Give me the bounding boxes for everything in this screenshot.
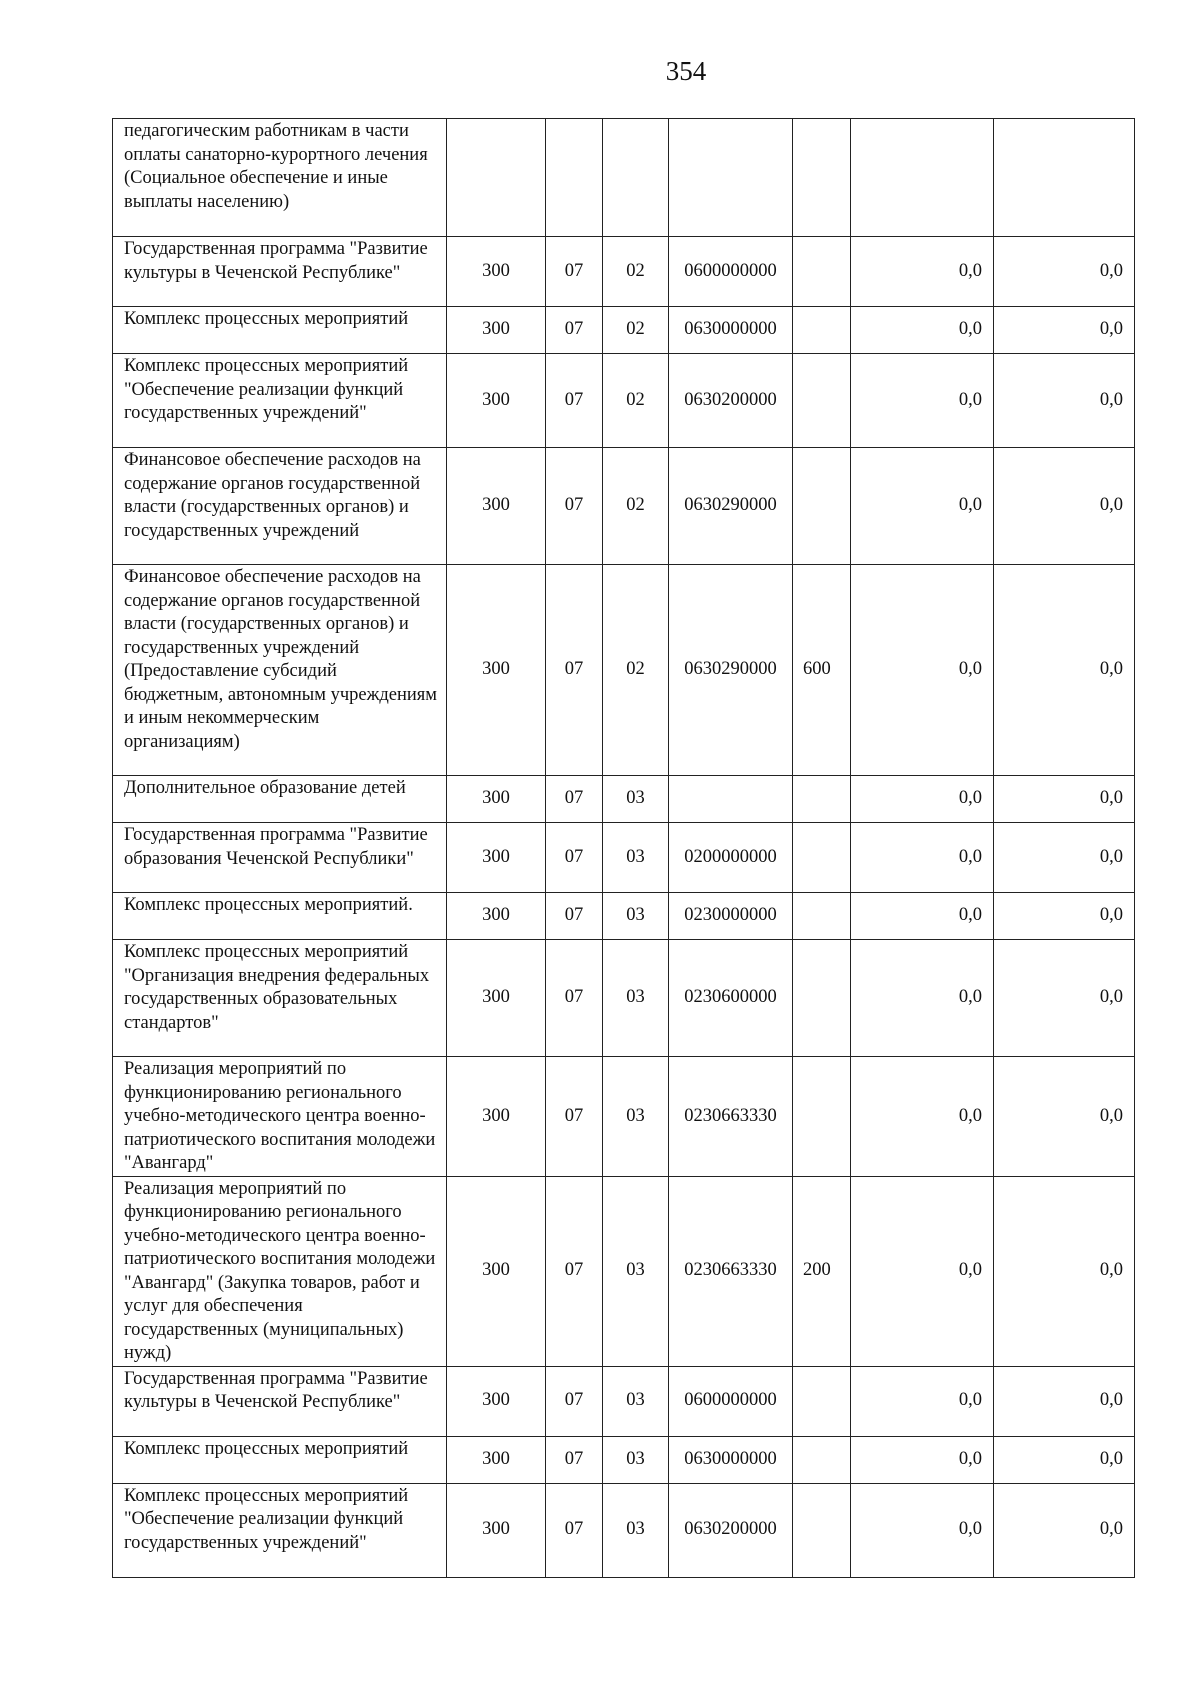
cell-section: 07 — [546, 940, 603, 1057]
cell-amount-1: 0,0 — [851, 1436, 994, 1483]
cell-target-article: 0230000000 — [669, 893, 793, 940]
cell-amount-2: 0,0 — [994, 1057, 1135, 1177]
cell-grbs: 300 — [447, 893, 546, 940]
cell-amount-2: 0,0 — [994, 448, 1135, 565]
cell-expense-type — [793, 1483, 851, 1577]
cell-amount-1: 0,0 — [851, 1176, 994, 1366]
cell-name: Комплекс процессных мероприятий — [113, 307, 447, 354]
cell-expense-type — [793, 119, 851, 237]
cell-subsection — [603, 119, 669, 237]
table-row — [113, 1057, 1135, 1177]
cell-grbs: 300 — [447, 1483, 546, 1577]
table-row — [113, 307, 1135, 354]
cell-grbs: 300 — [447, 354, 546, 448]
cell-amount-2: 0,0 — [994, 776, 1135, 823]
cell-expense-type — [793, 1057, 851, 1177]
cell-name: Финансовое обеспечение расходов на содержание органов государственной власти (государственных органов) и государственных учреждений — [113, 448, 447, 565]
cell-target-article: 0630290000 — [669, 565, 793, 776]
cell-amount-1: 0,0 — [851, 237, 994, 307]
cell-amount-1: 0,0 — [851, 893, 994, 940]
cell-name: Государственная программа "Развитие культуры в Чеченской Республике" — [113, 1366, 447, 1436]
cell-subsection: 02 — [603, 237, 669, 307]
cell-subsection: 03 — [603, 1176, 669, 1366]
cell-amount-1: 0,0 — [851, 307, 994, 354]
cell-expense-type — [793, 940, 851, 1057]
cell-section: 07 — [546, 354, 603, 448]
cell-grbs: 300 — [447, 237, 546, 307]
cell-amount-2 — [994, 119, 1135, 237]
cell-amount-1: 0,0 — [851, 448, 994, 565]
cell-subsection: 03 — [603, 776, 669, 823]
cell-amount-2: 0,0 — [994, 1436, 1135, 1483]
cell-target-article: 0630000000 — [669, 307, 793, 354]
cell-name: Государственная программа "Развитие культуры в Чеченской Республике" — [113, 237, 447, 307]
cell-target-article: 0200000000 — [669, 823, 793, 893]
cell-amount-2: 0,0 — [994, 823, 1135, 893]
cell-amount-2: 0,0 — [994, 307, 1135, 354]
cell-subsection: 03 — [603, 1483, 669, 1577]
cell-section: 07 — [546, 565, 603, 776]
cell-target-article: 0630200000 — [669, 354, 793, 448]
table-row — [113, 119, 1135, 237]
cell-section: 07 — [546, 776, 603, 823]
cell-section: 07 — [546, 1483, 603, 1577]
cell-expense-type — [793, 1436, 851, 1483]
cell-subsection: 02 — [603, 448, 669, 565]
table-row — [113, 893, 1135, 940]
cell-amount-2: 0,0 — [994, 1366, 1135, 1436]
cell-section: 07 — [546, 1436, 603, 1483]
cell-name: Реализация мероприятий по функционированию регионального учебно-методического центра военно-патриотического воспитания молодежи "Авангард" (Закупка товаров, работ и услуг для обеспечения государственных (муниципальных) нужд) — [113, 1176, 447, 1366]
cell-section: 07 — [546, 1366, 603, 1436]
cell-section — [546, 119, 603, 237]
cell-amount-1: 0,0 — [851, 823, 994, 893]
cell-expense-type: 200 — [793, 1176, 851, 1366]
table-row — [113, 1366, 1135, 1436]
cell-expense-type — [793, 823, 851, 893]
cell-grbs: 300 — [447, 1176, 546, 1366]
cell-grbs: 300 — [447, 940, 546, 1057]
cell-amount-2: 0,0 — [994, 940, 1135, 1057]
cell-subsection: 03 — [603, 1436, 669, 1483]
cell-name: Комплекс процессных мероприятий — [113, 1436, 447, 1483]
table-row — [113, 776, 1135, 823]
cell-expense-type — [793, 893, 851, 940]
table-row — [113, 565, 1135, 776]
cell-target-article: 0630200000 — [669, 1483, 793, 1577]
cell-section: 07 — [546, 823, 603, 893]
cell-name: Финансовое обеспечение расходов на содержание органов государственной власти (государственных органов) и государственных учреждений (Предоставление субсидий бюджетным, автономным учреждениям и иным некоммерческим организациям) — [113, 565, 447, 776]
cell-amount-2: 0,0 — [994, 893, 1135, 940]
table-body — [113, 119, 1135, 1578]
cell-grbs: 300 — [447, 448, 546, 565]
cell-expense-type — [793, 1366, 851, 1436]
cell-section: 07 — [546, 237, 603, 307]
cell-name: Комплекс процессных мероприятий "Обеспечение реализации функций государственных учреждений" — [113, 354, 447, 448]
cell-amount-2: 0,0 — [994, 1483, 1135, 1577]
cell-expense-type — [793, 237, 851, 307]
cell-subsection: 03 — [603, 893, 669, 940]
cell-target-article: 0630290000 — [669, 448, 793, 565]
cell-grbs: 300 — [447, 1436, 546, 1483]
cell-grbs: 300 — [447, 1057, 546, 1177]
cell-grbs: 300 — [447, 776, 546, 823]
cell-subsection: 02 — [603, 307, 669, 354]
cell-amount-2: 0,0 — [994, 565, 1135, 776]
table-row — [113, 1176, 1135, 1366]
cell-name: Комплекс процессных мероприятий "Обеспечение реализации функций государственных учреждений" — [113, 1483, 447, 1577]
cell-amount-1: 0,0 — [851, 565, 994, 776]
cell-section: 07 — [546, 448, 603, 565]
cell-section: 07 — [546, 893, 603, 940]
page-number: 354 — [665, 56, 707, 86]
cell-subsection: 02 — [603, 354, 669, 448]
cell-grbs: 300 — [447, 307, 546, 354]
cell-amount-1: 0,0 — [851, 776, 994, 823]
cell-grbs — [447, 119, 546, 237]
cell-amount-1: 0,0 — [851, 940, 994, 1057]
cell-amount-1 — [851, 119, 994, 237]
cell-target-article: 0600000000 — [669, 237, 793, 307]
cell-amount-2: 0,0 — [994, 1176, 1135, 1366]
cell-subsection: 03 — [603, 1366, 669, 1436]
cell-name: педагогическим работникам в части оплаты санаторно-курортного лечения (Социальное обеспечение и иные выплаты населению) — [113, 119, 447, 237]
cell-subsection: 03 — [603, 940, 669, 1057]
table-row — [113, 1436, 1135, 1483]
cell-subsection: 03 — [603, 1057, 669, 1177]
cell-expense-type — [793, 448, 851, 565]
cell-amount-1: 0,0 — [851, 1057, 994, 1177]
cell-amount-1: 0,0 — [851, 1366, 994, 1436]
cell-target-article — [669, 776, 793, 823]
table-row — [113, 1483, 1135, 1577]
cell-section: 07 — [546, 307, 603, 354]
cell-grbs: 300 — [447, 823, 546, 893]
cell-name: Реализация мероприятий по функционированию регионального учебно-методического центра военно-патриотического воспитания молодежи "Авангард" — [113, 1057, 447, 1177]
cell-grbs: 300 — [447, 1366, 546, 1436]
cell-target-article: 0230663330 — [669, 1176, 793, 1366]
table-row — [113, 823, 1135, 893]
cell-amount-1: 0,0 — [851, 354, 994, 448]
cell-section: 07 — [546, 1176, 603, 1366]
cell-target-article: 0230600000 — [669, 940, 793, 1057]
cell-target-article: 0230663330 — [669, 1057, 793, 1177]
cell-grbs: 300 — [447, 565, 546, 776]
cell-section: 07 — [546, 1057, 603, 1177]
cell-target-article — [669, 119, 793, 237]
cell-target-article: 0630000000 — [669, 1436, 793, 1483]
table-row — [113, 237, 1135, 307]
cell-target-article: 0600000000 — [669, 1366, 793, 1436]
cell-name: Комплекс процессных мероприятий "Организация внедрения федеральных государственных образовательных стандартов" — [113, 940, 447, 1057]
cell-expense-type: 600 — [793, 565, 851, 776]
cell-amount-2: 0,0 — [994, 237, 1135, 307]
table-row — [113, 354, 1135, 448]
cell-expense-type — [793, 307, 851, 354]
table-row — [113, 940, 1135, 1057]
cell-amount-1: 0,0 — [851, 1483, 994, 1577]
cell-name: Комплекс процессных мероприятий. — [113, 893, 447, 940]
cell-subsection: 03 — [603, 823, 669, 893]
cell-expense-type — [793, 354, 851, 448]
cell-expense-type — [793, 776, 851, 823]
cell-amount-2: 0,0 — [994, 354, 1135, 448]
cell-name: Государственная программа "Развитие образования Чеченской Республики" — [113, 823, 447, 893]
cell-name: Дополнительное образование детей — [113, 776, 447, 823]
table-row — [113, 448, 1135, 565]
budget-table — [112, 118, 1135, 1578]
cell-subsection: 02 — [603, 565, 669, 776]
